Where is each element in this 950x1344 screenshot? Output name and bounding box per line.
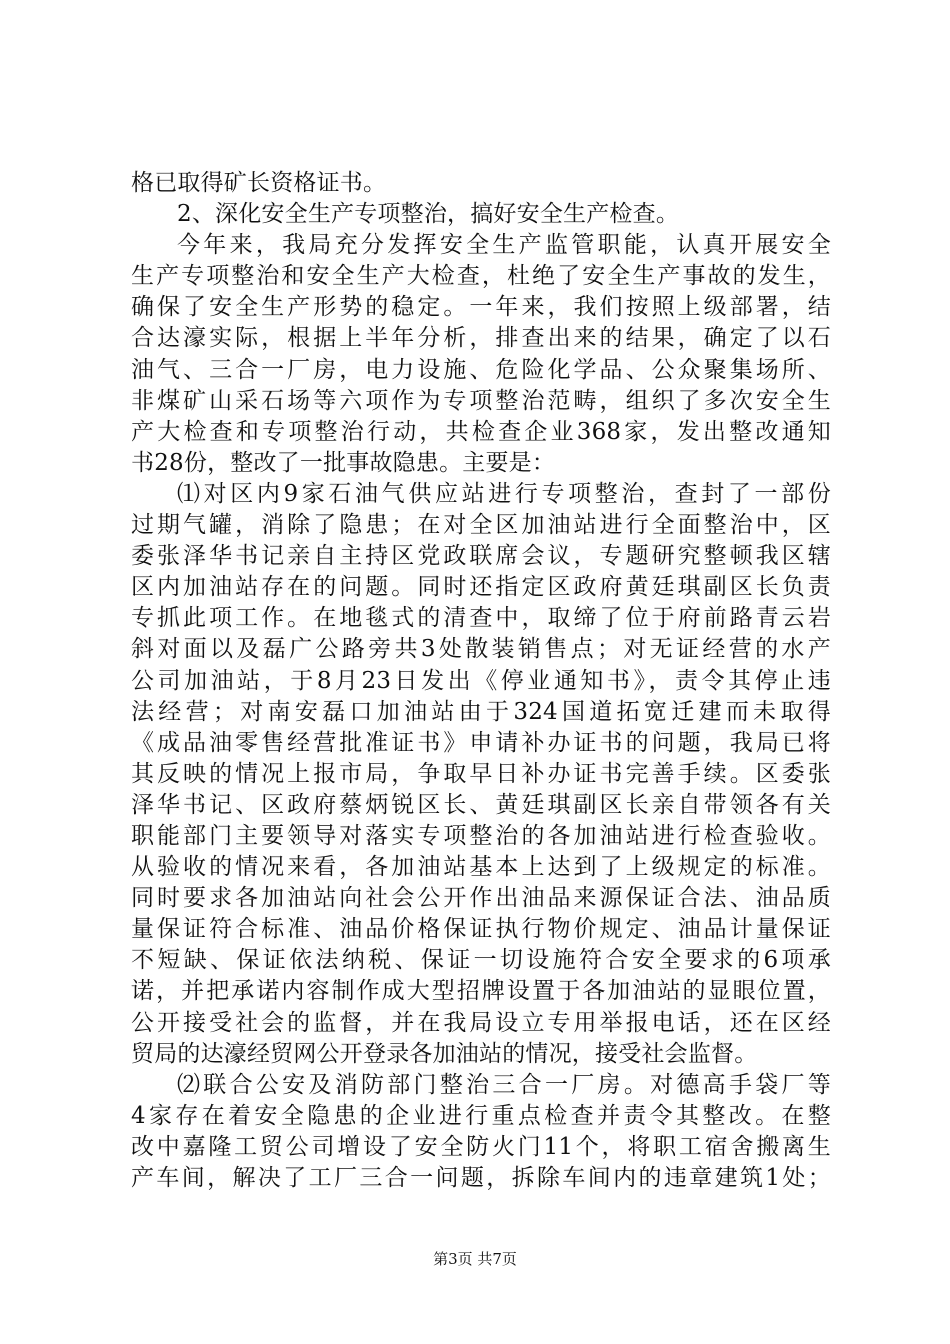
paragraph-line: 《成品油零售经营批准证书》申请补办证书的问题，我局已将 xyxy=(131,729,831,756)
paragraph-line: 产大检查和专项整治行动，共检查企业368家，发出整改通知 xyxy=(131,418,831,445)
paragraph-line: 不短缺、保证依法纳税、保证一切设施符合安全要求的6项承 xyxy=(131,947,831,974)
paragraph-line: 职能部门主要领导对落实专项整治的各加油站进行检查验收。 xyxy=(131,822,831,849)
paragraph-line: 改中嘉隆工贸公司增设了安全防火门11个，将职工宿舍搬离生 xyxy=(131,1133,831,1160)
paragraph-line: 同时要求各加油站向社会公开作出油品来源保证合法、油品质 xyxy=(131,885,831,912)
paragraph-line: 从验收的情况来看，各加油站基本上达到了上级规定的标准。 xyxy=(131,854,831,881)
paragraph-line: 贸局的达濠经贸网公开登录各加油站的情况，接受社会监督。 xyxy=(131,1040,758,1067)
paragraph-line: 过期气罐，消除了隐患；在对全区加油站进行全面整治中，区 xyxy=(131,512,831,539)
paragraph-line: ⑴对区内9家石油气供应站进行专项整治，查封了一部份 xyxy=(177,480,831,507)
paragraph-line: 委张泽华书记亲自主持区党政联席会议，专题研究整顿我区辖 xyxy=(131,543,831,570)
paragraph-line: 油气、三合一厂房，电力设施、危险化学品、公众聚集场所、 xyxy=(131,356,831,383)
paragraph-line: 法经营；对南安磊口加油站由于324国道拓宽迁建而未取得 xyxy=(131,698,831,725)
paragraph-line: 合达濠实际，根据上半年分析，排查出来的结果，确定了以石 xyxy=(131,325,831,352)
paragraph-line: 泽华书记、区政府蔡炳锐区长、黄廷琪副区长亲自带领各有关 xyxy=(131,791,831,818)
paragraph-line: 确保了安全生产形势的稳定。一年来，我们按照上级部署，结 xyxy=(131,294,831,321)
paragraph-line: 4家存在着安全隐患的企业进行重点检查并责令其整改。在整 xyxy=(131,1102,831,1129)
paragraph-line: 产车间，解决了工厂三合一问题，拆除车间内的违章建筑1处； xyxy=(131,1165,831,1191)
paragraph-line: ⑵联合公安及消防部门整治三合一厂房。对德高手袋厂等 xyxy=(177,1071,831,1098)
page-number-footer: 第3页 共7页 xyxy=(433,1250,517,1268)
document-body xyxy=(131,168,831,1194)
paragraph-line: 诺，并把承诺内容制作成大型招牌设置于各加油站的显眼位置， xyxy=(131,978,831,1005)
paragraph-line: 生产专项整治和安全生产大检查，杜绝了安全生产事故的发生， xyxy=(131,263,831,290)
paragraph-line: 公司加油站，于8月23日发出《停业通知书》，责令其停止违 xyxy=(131,667,831,694)
text-line: 格已取得矿长资格证书。 xyxy=(131,170,387,196)
paragraph-line: 专抓此项工作。在地毯式的清查中，取缔了位于府前路青云岩 xyxy=(131,605,831,632)
paragraph-line: 非煤矿山采石场等六项作为专项整治范畴，组织了多次安全生 xyxy=(131,387,831,414)
paragraph-line: 量保证符合标准、油品价格保证执行物价规定、油品计量保证 xyxy=(131,916,831,943)
paragraph-line: 其反映的情况上报市局，争取早日补办证书完善手续。区委张 xyxy=(131,760,831,787)
section-heading: 2、深化安全生产专项整治，搞好安全生产检查。 xyxy=(177,201,680,228)
paragraph-line: 斜对面以及磊广公路旁共3处散装销售点；对无证经营的水产 xyxy=(131,636,831,663)
paragraph-line: 区内加油站存在的问题。同时还指定区政府黄廷琪副区长负责 xyxy=(131,574,831,601)
paragraph-line: 公开接受社会的监督，并在我局设立专用举报电话，还在区经 xyxy=(131,1009,831,1036)
paragraph-line: 书28份，整改了一批事故隐患。主要是： xyxy=(131,449,556,476)
paragraph-line: 今年来，我局充分发挥安全生产监管职能，认真开展安全 xyxy=(177,232,831,259)
